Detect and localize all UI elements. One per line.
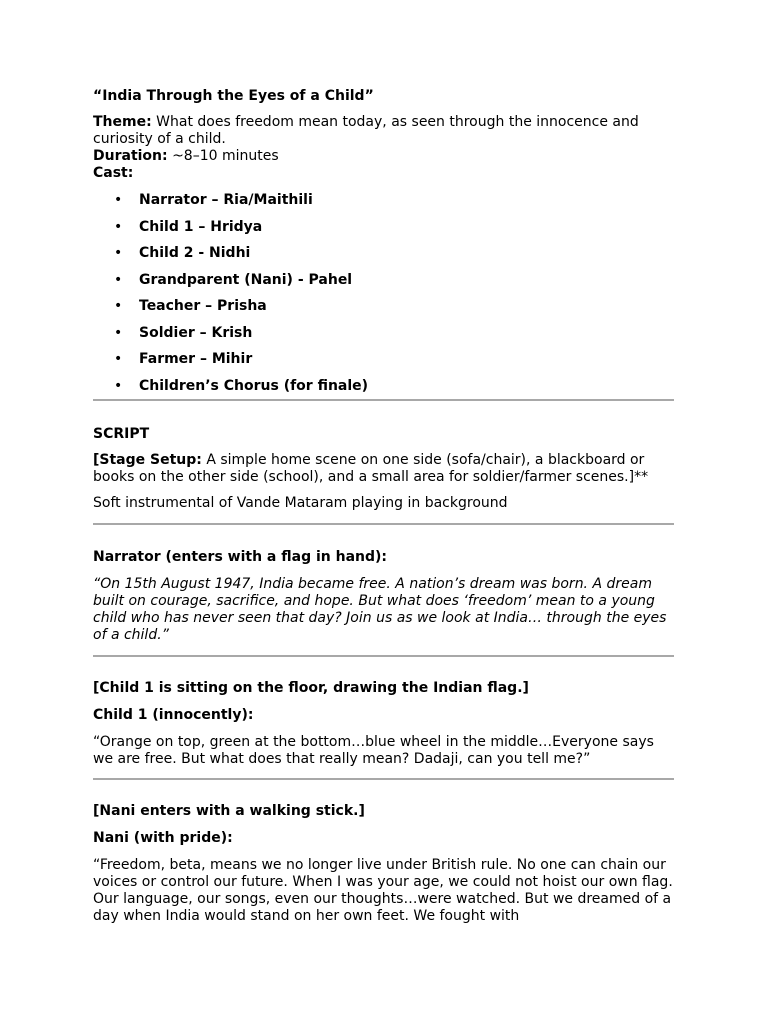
- narrator-line: “On 15th August 1947, India became free. A nation’s dream was born. A dream built on courage, sacrifice, and hope. But what does ‘freedom’ mean to a young child who has never seen that day? Join us as we look at India… through the eyes of a child.”: [93, 575, 667, 643]
- nani-stage-direction: [Nani enters with a walking stick.]: [93, 802, 365, 819]
- stage-setup-label: [Stage Setup:: [93, 451, 202, 468]
- music-note: Soft instrumental of Vande Mataram playing in background: [93, 494, 508, 511]
- child1-stage-direction: [Child 1 is sitting on the floor, drawing the Indian flag.]: [93, 679, 529, 696]
- duration-line: [93, 148, 674, 165]
- stage-setup-text: A simple home scene on one side (sofa/chair), a blackboard or books on the other side (school), and a small area for soldier/farmer scenes.]**: [93, 451, 649, 485]
- cast-item: • Farmer – Mihir: [139, 351, 674, 378]
- stage-setup-line: [93, 452, 674, 486]
- cast-item: • Children’s Chorus (for finale): [139, 378, 674, 397]
- cast-list: [93, 192, 674, 397]
- narrator-heading: Narrator (enters with a flag in hand):: [93, 548, 388, 565]
- cast-item: • Narrator – Ria/Maithili: [139, 192, 674, 219]
- child1-line: “Orange on top, green at the bottom…blue wheel in the middle…Everyone says we are free. But what does that really mean? Dadaji, can you tell me?”: [93, 733, 654, 767]
- document-title: “India Through the Eyes of a Child”: [93, 88, 374, 104]
- theme-label: Theme:: [93, 114, 152, 130]
- nani-heading: Nani (with pride):: [93, 829, 233, 846]
- theme-line: [93, 114, 674, 148]
- cast-item: • Grandparent (Nani) - Pahel: [139, 272, 674, 299]
- theme-text: What does freedom mean today, as seen through the innocence and curiosity of a child.: [93, 114, 639, 147]
- section-divider: [93, 655, 674, 657]
- cast-item: • Teacher – Prisha: [139, 298, 674, 325]
- section-divider: [93, 399, 674, 401]
- duration-label: Duration:: [93, 148, 168, 164]
- script-heading: SCRIPT: [93, 425, 150, 442]
- cast-item: • Child 2 - Nidhi: [139, 245, 674, 272]
- cast-item: • Soldier – Krish: [139, 325, 674, 352]
- cast-item: • Child 1 – Hridya: [139, 219, 674, 246]
- child1-heading: Child 1 (innocently):: [93, 706, 254, 723]
- cast-label: Cast:: [93, 165, 134, 181]
- section-divider: [93, 778, 674, 780]
- duration-text: ~8–10 minutes: [167, 148, 279, 164]
- nani-line: “Freedom, beta, means we no longer live under British rule. No one can chain our voices or control our future. When I was your age, we could not hoist our own flag. Our language, our songs, even our thoughts…were watched. But we dreamed of a day when India would stand on her own feet. We fought with: [93, 856, 673, 924]
- section-divider: [93, 523, 674, 525]
